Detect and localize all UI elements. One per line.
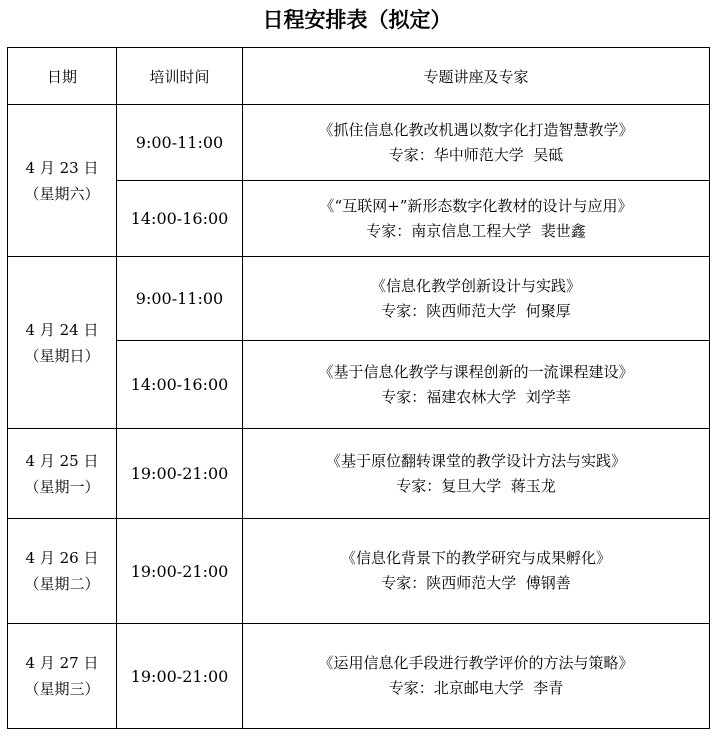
expert-line — [243, 299, 709, 324]
weekday-text: （星期一） — [24, 477, 100, 496]
time-cell: 19:00-21:00 — [117, 429, 243, 519]
expert-affiliation: 华中师范大学 — [433, 145, 524, 164]
expert-line — [243, 385, 709, 410]
topic-cell — [243, 624, 710, 729]
expert-line — [243, 474, 709, 499]
page-title: 日程安排表（拟定） — [262, 8, 452, 32]
lecture-title: 《运用信息化手段进行教学评价的方法与策略》 — [318, 654, 634, 672]
date-text: 4 月 23 日 — [25, 158, 99, 177]
topic-cell — [243, 257, 710, 341]
date-cell — [8, 429, 117, 519]
date-text: 4 月 25 日 — [25, 451, 99, 470]
header-date: 日期 — [8, 48, 117, 105]
expert-label: 专家： — [388, 679, 434, 697]
header-time: 培训时间 — [117, 48, 243, 105]
expert-name: 李青 — [533, 679, 564, 697]
weekday-text: （星期日） — [24, 346, 100, 365]
lecture-title: 《基于信息化教学与课程创新的一流课程建设》 — [318, 362, 634, 381]
expert-affiliation: 福建农林大学 — [426, 387, 517, 406]
expert-line — [243, 143, 709, 168]
table-row — [8, 429, 710, 519]
expert-affiliation: 陕西师范大学 — [426, 301, 517, 320]
time-cell: 9:00-11:00 — [117, 257, 243, 341]
topic-cell — [243, 519, 710, 624]
time-cell: 14:00-16:00 — [117, 181, 243, 257]
expert-name: 蒋玉龙 — [510, 476, 556, 495]
expert-line — [243, 571, 709, 596]
time-cell: 14:00-16:00 — [117, 341, 243, 429]
schedule-table — [7, 47, 710, 729]
expert-line — [243, 219, 709, 244]
date-text: 4 月 24 日 — [25, 320, 99, 339]
weekday-text: （星期二） — [24, 575, 100, 593]
lecture-title: 《“互联网+”新形态数字化教材的设计与应用》 — [319, 196, 633, 215]
expert-label: 专家： — [381, 387, 427, 406]
expert-name: 吴砥 — [533, 145, 564, 164]
weekday-text: （星期三） — [24, 680, 100, 698]
expert-label: 专家： — [366, 221, 412, 240]
expert-name: 傅钢善 — [525, 574, 571, 592]
expert-name: 何聚厚 — [525, 301, 571, 320]
date-text: 4 月 26 日 — [25, 549, 99, 567]
lecture-title: 《信息化背景下的教学研究与成果孵化》 — [340, 549, 611, 567]
date-cell — [8, 105, 117, 257]
expert-affiliation: 陕西师范大学 — [426, 574, 517, 592]
topic-cell — [243, 181, 710, 257]
time-cell: 9:00-11:00 — [117, 105, 243, 181]
expert-line — [243, 676, 709, 701]
table-row — [8, 519, 710, 624]
expert-name: 裴世鑫 — [540, 221, 586, 240]
date-cell — [8, 519, 117, 624]
header-topic: 专题讲座及专家 — [243, 48, 710, 105]
expert-affiliation: 北京邮电大学 — [433, 679, 524, 697]
expert-label: 专家： — [381, 301, 427, 320]
lecture-title: 《信息化教学创新设计与实践》 — [370, 276, 581, 295]
table-row — [8, 105, 710, 181]
expert-affiliation: 复旦大学 — [441, 476, 502, 495]
date-text: 4 月 27 日 — [25, 654, 99, 672]
weekday-text: （星期六） — [24, 184, 100, 203]
expert-name: 刘学莘 — [525, 387, 571, 406]
lecture-title: 《基于原位翻转课堂的教学设计方法与实践》 — [325, 451, 626, 470]
table-row — [8, 624, 710, 729]
date-cell — [8, 624, 117, 729]
time-cell: 19:00-21:00 — [117, 519, 243, 624]
date-cell — [8, 257, 117, 429]
lecture-title: 《抓住信息化教改机遇以数字化打造智慧教学》 — [318, 120, 634, 139]
topic-cell — [243, 429, 710, 519]
expert-label: 专家： — [388, 145, 434, 164]
table-header-row — [8, 48, 710, 105]
table-row — [8, 257, 710, 341]
topic-cell — [243, 341, 710, 429]
expert-label: 专家： — [396, 476, 442, 495]
expert-affiliation: 南京信息工程大学 — [411, 221, 532, 240]
topic-cell — [243, 105, 710, 181]
time-cell: 19:00-21:00 — [117, 624, 243, 729]
expert-label: 专家： — [381, 574, 427, 592]
